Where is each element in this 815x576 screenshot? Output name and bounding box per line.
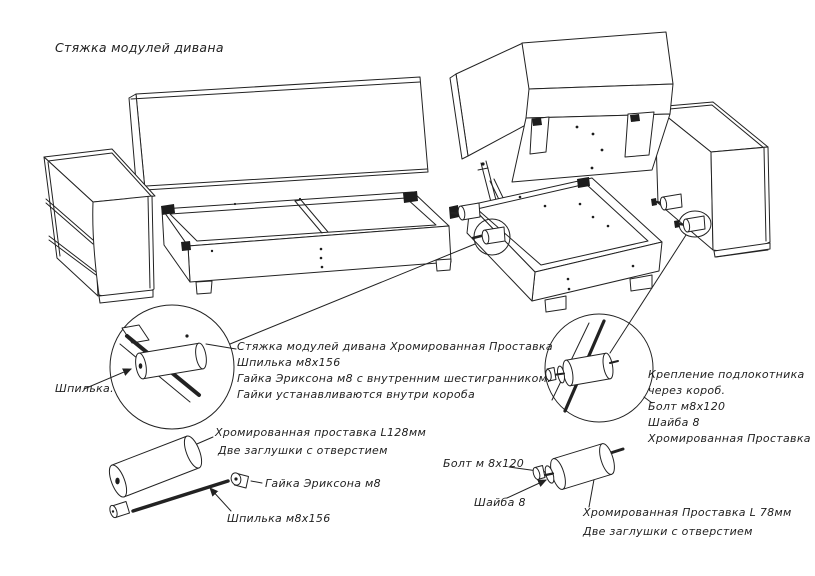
plugs-right-label: Две заглушки с отверстием bbox=[583, 525, 753, 538]
spacer-l78-label: Хромированная Проставка L 78мм bbox=[583, 506, 792, 519]
armrest-note-line2: через короб. bbox=[648, 384, 726, 397]
bolt-thread-tip bbox=[612, 449, 623, 453]
page-title: Стяжка модулей дивана bbox=[55, 40, 224, 55]
plugs-left-label: Две заглушки с отверстием bbox=[218, 444, 388, 457]
stud-m8x156-label: Шпилька м8х156 bbox=[227, 512, 331, 525]
spacer-l128-label: Хромированная проставка L128мм bbox=[215, 426, 427, 439]
stud-callout-label: Шпилька. bbox=[55, 382, 114, 395]
erikson-nut-label: Гайка Эриксона м8 bbox=[265, 477, 381, 490]
detail-circle-stud-spacer bbox=[110, 305, 234, 429]
center-note-line4: Гайки устанавливаются внутри короба bbox=[237, 388, 475, 401]
armrest-note-line1: Крепление подлокотника bbox=[648, 368, 805, 381]
hardware-spacer-l78 bbox=[532, 442, 623, 491]
armrest-note-line5: Хромированная Проставка bbox=[648, 432, 811, 445]
left-sofa-module bbox=[129, 77, 451, 294]
right-sofa-module bbox=[450, 32, 673, 312]
washer-8-label: Шайба 8 bbox=[474, 496, 526, 509]
center-note-line1: Стяжка модулей дивана Хромированная Проставка bbox=[237, 340, 553, 353]
center-note-line3: Гайка Эриксона м8 с внутренним шестигранником. bbox=[237, 372, 552, 385]
right-armrest bbox=[655, 102, 770, 257]
detail-circle-bolt-spacer bbox=[545, 314, 653, 422]
armrest-note-line3: Болт м8х120 bbox=[648, 400, 726, 413]
armrest-note-line4: Шайба 8 bbox=[648, 416, 700, 429]
bolt-m8x120-label: Болт м 8х120 bbox=[443, 457, 525, 470]
center-note-line2: Шпилька м8х156 bbox=[237, 356, 341, 369]
